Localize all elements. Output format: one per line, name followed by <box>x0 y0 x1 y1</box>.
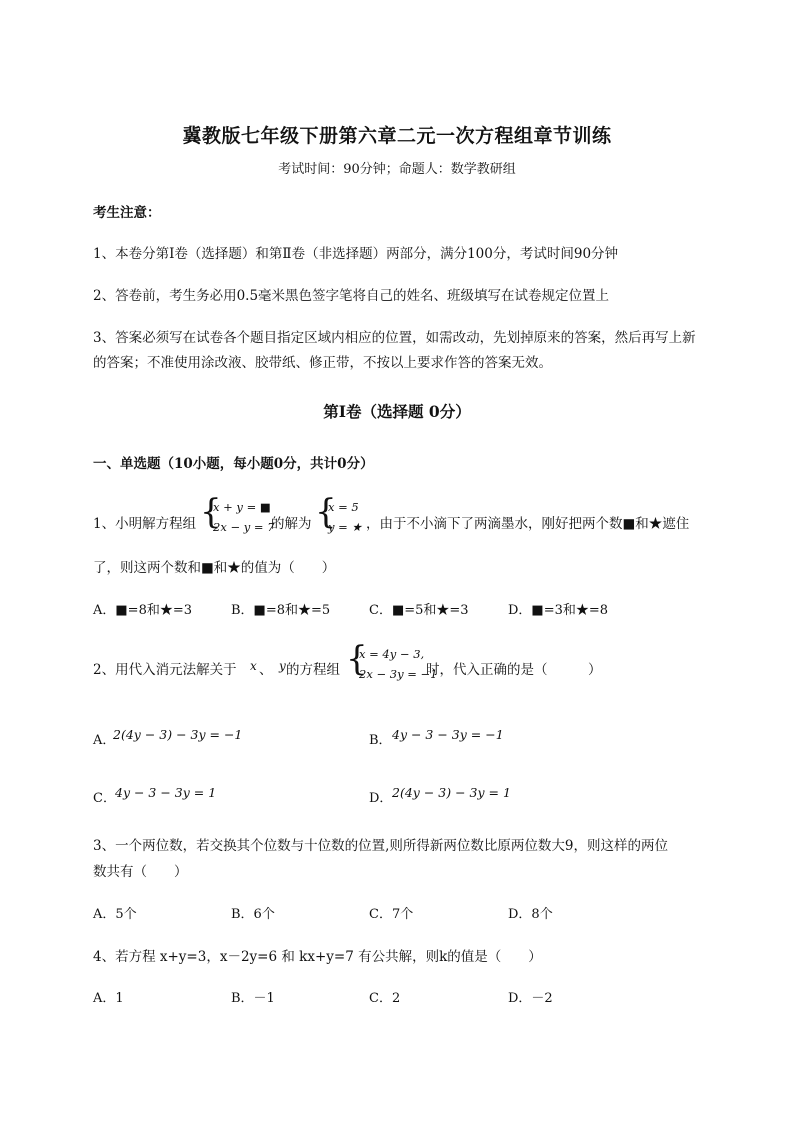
q1-suffix: ，由于不小滴下了两滴墨水，刚好把两个数■和★遮住 <box>366 516 690 532</box>
q1-mid: 的解为 <box>271 516 312 532</box>
q2-sys-eq1: x = 4y − 3, <box>359 647 425 661</box>
q1-sys2-eq2: y = ★ <box>328 520 362 534</box>
q2-var-y: y <box>279 659 286 673</box>
q2-suffix: 时，代入正确的是（ ） <box>426 662 602 678</box>
part-title: 一、单选题（10小题，每小题0分，共计0分） <box>93 456 374 472</box>
q1-option-b: B．■=8和★=5 <box>231 603 331 618</box>
q4-text: 4、若方程 x+y=3，x－2y=6 和 kx+y=7 有公共解，则k的值是（ ） <box>93 949 542 965</box>
page-subtitle: 考试时间：90分钟；命题人：数学教研组 <box>278 162 516 177</box>
q2-sys-eq2: 2x − 3y = −1 <box>359 667 438 681</box>
q2-mid: 的方程组 <box>286 662 340 678</box>
q2-option-c-label: C． <box>93 791 116 806</box>
q3-line2: 数共有（ ） <box>93 864 188 880</box>
notice-item-3-continued: 的答案；不准使用涂改液、胶带纸、修正带，不按以上要求作答的答案无效。 <box>93 355 552 371</box>
notice-item-2: 2、答卷前，考生务必用0.5毫米黑色签字笔将自己的姓名、班级填写在试卷规定位置上 <box>93 288 610 304</box>
q1-option-c: C．■=5和★=3 <box>369 603 469 618</box>
q2-option-b-expr: 4y − 3 − 3y = −1 <box>392 727 504 742</box>
page-title: 冀教版七年级下册第六章二元一次方程组章节训练 <box>182 125 612 147</box>
brace-icon: { <box>315 492 337 532</box>
q1-system-2 <box>315 492 367 540</box>
q2-prefix: 2、用代入消元法解关于 <box>93 662 237 678</box>
q2-option-a-expr: 2(4y − 3) − 3y = −1 <box>113 727 243 742</box>
q1-prefix: 1、小明解方程组 <box>93 516 197 532</box>
q2-system <box>346 639 438 687</box>
q2-separator: 、 <box>259 662 273 678</box>
q4-option-c: C．2 <box>369 991 401 1006</box>
q1-sys1-eq2: 2x − y = 7 <box>213 520 275 534</box>
q3-option-a: A．5个 <box>93 907 137 922</box>
notice-heading: 考生注意： <box>93 205 161 221</box>
q1-option-a: A．■=8和★=3 <box>93 603 192 618</box>
q1-option-d: D．■=3和★=8 <box>508 603 609 618</box>
q3-option-b: B．6个 <box>231 907 275 922</box>
notice-item-3: 3、答案必须写在试卷各个题目指定区域内相应的位置，如需改动，先划掉原来的答案，然后再写上新 <box>93 330 696 346</box>
q2-option-d-label: D． <box>369 791 393 806</box>
q3-line1: 3、一个两位数，若交换其个位数与十位数的位置,则所得新两位数比原两位数大9，则这样的两位 <box>93 838 668 854</box>
q4-option-a: A．1 <box>93 991 124 1006</box>
q2-option-b-label: B． <box>369 733 392 748</box>
section-title: 第Ⅰ卷（选择题 0分） <box>323 402 471 421</box>
q2-option-d-expr: 2(4y − 3) − 3y = 1 <box>392 785 511 800</box>
q2-option-c-expr: 4y − 3 − 3y = 1 <box>115 785 217 800</box>
q2-var-x: x <box>250 659 257 673</box>
q3-option-d: D．8个 <box>508 907 553 922</box>
q1-sys2-eq1: x = 5 <box>328 500 359 514</box>
notice-item-1: 1、本卷分第Ⅰ卷（选择题）和第Ⅱ卷（非选择题）两部分，满分100分，考试时间90分钟 <box>93 246 619 262</box>
brace-icon: { <box>346 639 368 679</box>
q4-option-b: B．－1 <box>231 991 275 1006</box>
q3-option-c: C．7个 <box>369 907 414 922</box>
q1-line2: 了，则这两个数和■和★的值为（ ） <box>93 560 336 576</box>
q2-option-a-label: A． <box>93 733 116 748</box>
brace-icon: { <box>200 492 222 532</box>
q4-option-d: D．－2 <box>508 991 553 1006</box>
q1-system-1 <box>200 492 275 540</box>
q1-sys1-eq1: x + y = ■ <box>213 500 271 514</box>
